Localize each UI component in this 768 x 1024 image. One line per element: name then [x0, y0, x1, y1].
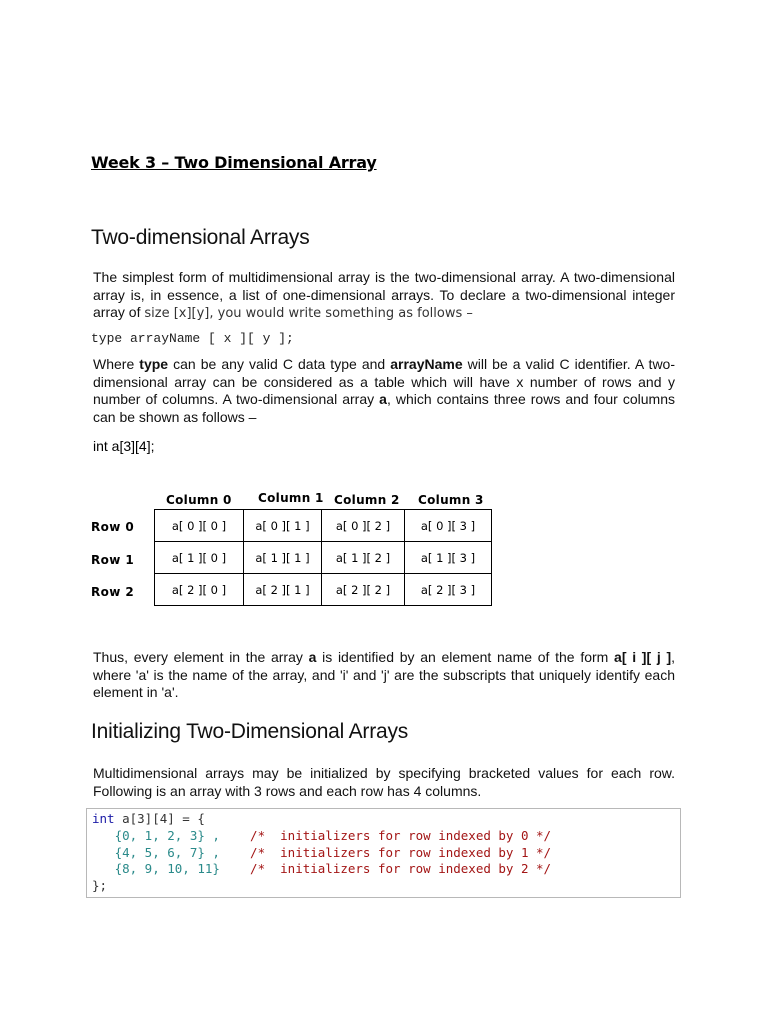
naming-text-1: Thus, every element in the array	[93, 649, 309, 665]
grid-cell: a[ 0 ][ 0 ]	[155, 510, 244, 542]
array-layout-figure	[90, 490, 500, 615]
grid-cell: a[ 1 ][ 0 ]	[155, 542, 244, 574]
section-heading-two-dimensional-arrays: Two-dimensional Arrays	[91, 226, 310, 249]
grid-cell: a[ 2 ][ 1 ]	[244, 574, 322, 606]
grid-cell: a[ 1 ][ 3 ]	[405, 542, 492, 574]
intro-paragraph	[93, 269, 675, 323]
keyword-arrayname: arrayName	[390, 356, 463, 372]
code-row-values: {4, 5, 6, 7} ,	[114, 844, 220, 860]
code-row-values: {8, 9, 10, 11}	[114, 861, 220, 877]
grid-cell: a[ 0 ][ 1 ]	[244, 510, 322, 542]
naming-keyword-a: a	[308, 649, 317, 665]
grid-row	[155, 542, 492, 574]
grid-cell: a[ 1 ][ 1 ]	[244, 542, 322, 574]
grid-cell: a[ 2 ][ 2 ]	[322, 574, 405, 606]
grid-cell: a[ 0 ][ 3 ]	[405, 510, 492, 542]
code-comment: /* initializers for row indexed by 2 */	[250, 861, 552, 877]
description-text-1: Where	[93, 356, 140, 372]
code-comment: /* initializers for row indexed by 0 */	[250, 827, 552, 843]
row-header-2: Row 2	[91, 585, 135, 599]
grid-row	[155, 510, 492, 542]
array-grid	[154, 509, 492, 606]
element-naming-paragraph	[93, 649, 675, 702]
code-comment: /* initializers for row indexed by 1 */	[250, 844, 552, 860]
column-header-3: Column 3	[418, 493, 484, 507]
row-header-0: Row 0	[91, 520, 135, 534]
intro-text-tail: size [x][y], you would write something as follows –	[144, 306, 473, 321]
description-text-2: can be any valid C data type and	[168, 356, 391, 372]
description-text-4: , which contains three rows and four columns can be shown as follows –	[93, 391, 675, 425]
column-header-0: Column 0	[166, 493, 232, 507]
keyword-type: type	[139, 356, 169, 372]
naming-text-2: is identified by an element name of the form	[316, 649, 615, 665]
column-header-1: Column 1	[258, 491, 324, 505]
description-paragraph	[93, 356, 675, 426]
code-row-values: {0, 1, 2, 3} ,	[114, 827, 220, 843]
column-header-2: Column 2	[334, 493, 400, 507]
initializing-paragraph: Multidimensional arrays may be initialized by specifying bracketed values for each row. Following is an array with 3 rows and each row has 4 columns.	[93, 765, 675, 799]
code-keyword-int: int	[92, 811, 115, 826]
code-example	[86, 808, 681, 898]
grid-cell: a[ 2 ][ 0 ]	[155, 574, 244, 606]
int-declaration: int a[3][4];	[93, 438, 155, 454]
description-text-3: will be a valid C identifier. A two-dimensional array can be considered as a table which will have x number of rows and y number of columns. A two-dimensional array	[93, 356, 675, 407]
document-title: Week 3 – Two Dimensional Array	[91, 153, 377, 172]
row-header-1: Row 1	[91, 553, 135, 567]
section-heading-initializing: Initializing Two-Dimensional Arrays	[91, 720, 409, 743]
grid-cell: a[ 2 ][ 3 ]	[405, 574, 492, 606]
grid-cell: a[ 0 ][ 2 ]	[322, 510, 405, 542]
grid-cell: a[ 1 ][ 2 ]	[322, 542, 405, 574]
naming-form: a[ i ][ j ]	[614, 649, 672, 665]
intro-text: The simplest form of multidimensional array is the two-dimensional array. A two-dimensional array is, in essence, a list of one-dimensional arrays. To declare a two-dimensional integer array of	[93, 269, 675, 320]
declaration-syntax: type arrayName [ x ][ y ];	[91, 331, 294, 346]
grid-row	[155, 574, 492, 606]
code-line-1: a[3][4] = {	[114, 811, 205, 826]
keyword-a: a	[379, 391, 387, 407]
naming-text-3: , where 'a' is the name of the array, and 'i' and 'j' are the subscripts that uniquely identify each element in 'a'.	[93, 649, 675, 700]
code-last-line: };	[92, 878, 108, 894]
